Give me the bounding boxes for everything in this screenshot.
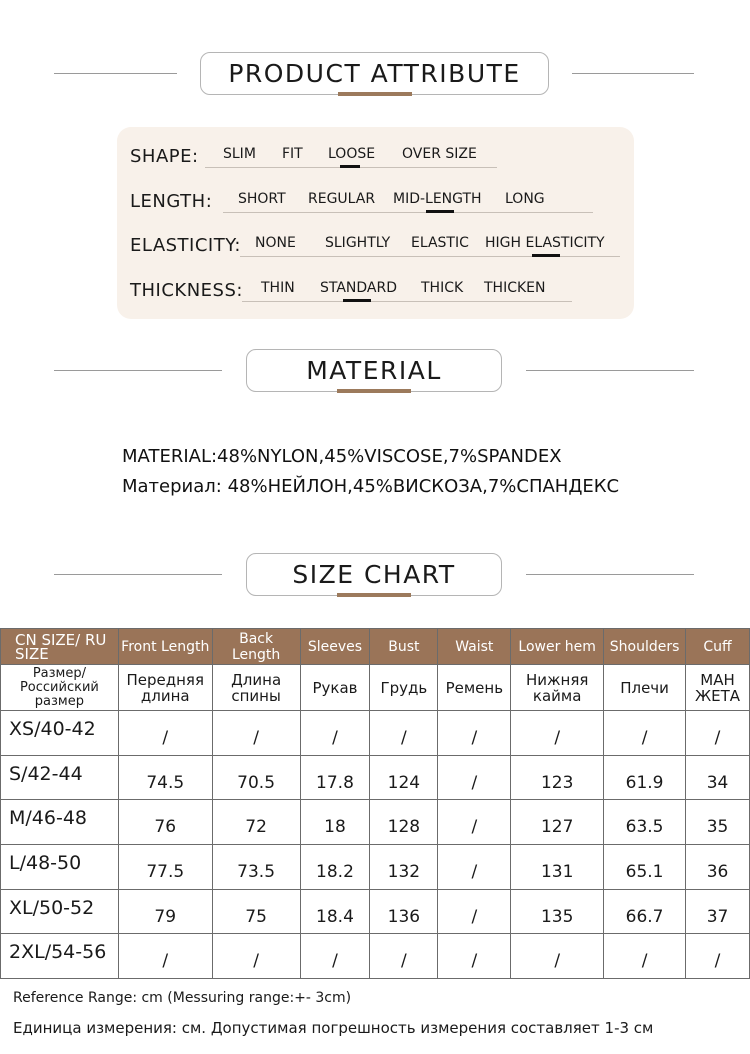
table-cell: 72	[212, 800, 300, 845]
table-cell: /	[370, 711, 438, 756]
table-cell: 18.4	[300, 889, 370, 934]
table-row	[1, 934, 750, 979]
title-accent-bar	[338, 92, 412, 96]
column-header-ru: МАН ЖЕТА	[686, 665, 750, 711]
material-composition-en: MATERIAL:48%NYLON,45%VISCOSE,7%SPANDEX	[122, 446, 562, 467]
size-chart-table	[0, 628, 750, 979]
attribute-option: OVER SIZE	[402, 146, 477, 162]
table-cell: 61.9	[604, 755, 686, 800]
table-cell: /	[511, 934, 604, 979]
table-cell: /	[604, 711, 686, 756]
column-header-ru: Рукав	[300, 665, 370, 711]
column-header: Front Length	[118, 629, 212, 665]
column-header-ru: Нижняя кайма	[511, 665, 604, 711]
table-cell: 17.8	[300, 755, 370, 800]
attribute-option-selected: STANDARD	[320, 280, 398, 296]
table-cell: /	[212, 934, 300, 979]
section-title-pill	[246, 553, 502, 596]
size-cell: XS/40-42	[1, 711, 119, 756]
table-cell: 135	[511, 889, 604, 934]
table-cell: 37	[686, 889, 750, 934]
header-divider-right	[526, 574, 694, 575]
title-accent-bar	[337, 593, 411, 597]
column-header-ru: Размер/ Российский размер	[1, 665, 119, 711]
section-title: SIZE CHART	[292, 560, 456, 589]
attribute-option: SLIGHTLY	[325, 235, 391, 251]
header-divider-right	[572, 73, 694, 74]
table-cell: /	[438, 800, 511, 845]
table-row	[1, 845, 750, 890]
column-header-ru: Плечи	[604, 665, 686, 711]
size-cell: S/42-44	[1, 755, 119, 800]
selected-marker	[426, 210, 454, 213]
material-composition-ru: Материал: 48%НЕЙЛОН,45%ВИСКОЗА,7%СПАНДЕКС	[122, 476, 620, 497]
attribute-option: LONG	[505, 191, 545, 207]
measurement-note-ru: Единица измерения: см. Допустимая погрешность измерения составляет 1-3 см	[13, 1019, 654, 1037]
column-header-ru: Ремень	[438, 665, 511, 711]
table-cell: /	[604, 934, 686, 979]
attribute-option-selected: MID-LENGTH	[393, 191, 482, 207]
table-cell: /	[370, 934, 438, 979]
column-header: Lower hem	[511, 629, 604, 665]
attribute-option: THICK	[421, 280, 464, 296]
attribute-row-elasticity	[130, 229, 630, 259]
section-title-pill	[200, 52, 549, 95]
table-cell: /	[438, 934, 511, 979]
table-cell: 66.7	[604, 889, 686, 934]
attribute-row-thickness	[130, 274, 620, 304]
size-cell: 2XL/54-56	[1, 934, 119, 979]
table-cell: 34	[686, 755, 750, 800]
table-row	[1, 711, 750, 756]
table-cell: /	[438, 845, 511, 890]
column-header: Waist	[438, 629, 511, 665]
table-cell: /	[118, 934, 212, 979]
reference-range-note: Reference Range: cm (Messuring range:+- 3cm)	[13, 990, 352, 1006]
table-row	[1, 755, 750, 800]
table-cell: 70.5	[212, 755, 300, 800]
attribute-option: NONE	[255, 235, 296, 251]
header-divider-left	[54, 370, 222, 371]
table-cell: /	[686, 711, 750, 756]
table-cell: /	[212, 711, 300, 756]
attribute-underline	[242, 301, 572, 302]
table-cell: /	[438, 889, 511, 934]
attribute-row-shape	[130, 140, 620, 170]
table-cell: 18	[300, 800, 370, 845]
column-header: CN SIZE/ RU SIZE	[1, 629, 119, 665]
table-cell: 131	[511, 845, 604, 890]
selected-marker	[343, 299, 371, 302]
attribute-underline	[240, 256, 620, 257]
column-header: Shoulders	[604, 629, 686, 665]
table-cell: 74.5	[118, 755, 212, 800]
size-cell: M/46-48	[1, 800, 119, 845]
attribute-underline	[223, 212, 593, 213]
attribute-label: THICKNESS:	[130, 280, 243, 301]
table-cell: /	[118, 711, 212, 756]
table-cell: 18.2	[300, 845, 370, 890]
table-cell: /	[686, 934, 750, 979]
attribute-option: SHORT	[238, 191, 286, 207]
table-cell: 73.5	[212, 845, 300, 890]
table-cell: 136	[370, 889, 438, 934]
table-row	[1, 889, 750, 934]
table-cell: /	[438, 711, 511, 756]
header-divider-right	[526, 370, 694, 371]
table-cell: 63.5	[604, 800, 686, 845]
column-header: Cuff	[686, 629, 750, 665]
attribute-option: THIN	[261, 280, 295, 296]
attribute-label: ELASTICITY:	[130, 235, 241, 256]
table-cell: /	[511, 711, 604, 756]
column-header: Bust	[370, 629, 438, 665]
attribute-option-selected: LOOSE	[328, 146, 376, 162]
table-header-row-ru	[1, 665, 750, 711]
title-accent-bar	[337, 389, 411, 393]
table-cell: 65.1	[604, 845, 686, 890]
table-cell: /	[300, 711, 370, 756]
table-cell: 77.5	[118, 845, 212, 890]
attribute-option-selected: HIGH ELASTICITY	[485, 235, 605, 251]
header-divider-left	[54, 574, 222, 575]
table-cell: /	[438, 755, 511, 800]
section-title-pill	[246, 349, 502, 392]
attribute-label: LENGTH:	[130, 191, 213, 212]
table-cell: 132	[370, 845, 438, 890]
header-divider-left	[54, 73, 177, 74]
column-header-ru: Длина спины	[212, 665, 300, 711]
table-row	[1, 800, 750, 845]
table-cell: 36	[686, 845, 750, 890]
table-cell: 79	[118, 889, 212, 934]
column-header-ru: Передняя длина	[118, 665, 212, 711]
table-cell: 123	[511, 755, 604, 800]
selected-marker	[340, 165, 360, 168]
table-cell: 124	[370, 755, 438, 800]
table-cell: 75	[212, 889, 300, 934]
attribute-row-length	[130, 185, 620, 215]
selected-marker	[532, 254, 560, 257]
column-header: Sleeves	[300, 629, 370, 665]
table-cell: 76	[118, 800, 212, 845]
size-cell: L/48-50	[1, 845, 119, 890]
column-header: Back Length	[212, 629, 300, 665]
column-header-ru: Грудь	[370, 665, 438, 711]
section-title: MATERIAL	[306, 356, 442, 385]
attribute-option: SLIM	[223, 146, 256, 162]
attribute-option: REGULAR	[308, 191, 376, 207]
attribute-option: THICKEN	[484, 280, 546, 296]
table-cell: /	[300, 934, 370, 979]
table-cell: 127	[511, 800, 604, 845]
attribute-label: SHAPE:	[130, 146, 199, 167]
table-cell: 128	[370, 800, 438, 845]
attribute-option: ELASTIC	[411, 235, 469, 251]
table-cell: 35	[686, 800, 750, 845]
section-title: PRODUCT ATTRIBUTE	[228, 59, 521, 88]
product-attribute-panel	[117, 127, 634, 319]
attribute-option: FIT	[282, 146, 303, 162]
table-header-row	[1, 629, 750, 665]
size-cell: XL/50-52	[1, 889, 119, 934]
